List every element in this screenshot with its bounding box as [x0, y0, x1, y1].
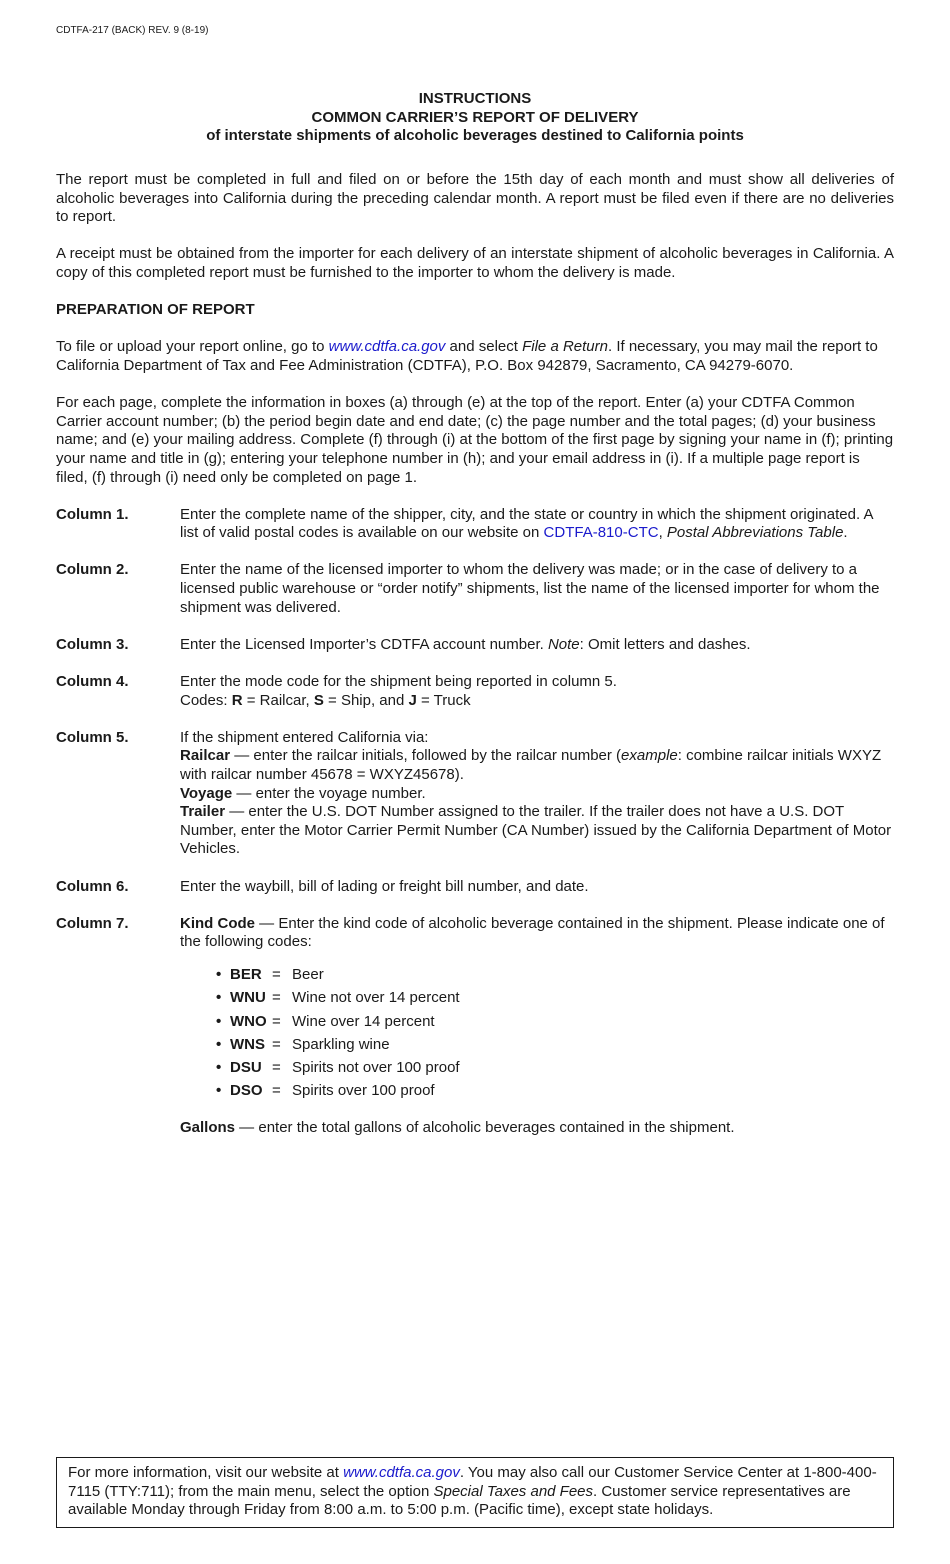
- menu-option-name: Special Taxes and Fees: [433, 1482, 594, 1500]
- column-text: [180, 506, 894, 543]
- railcar-text: — enter the railcar initials, followed by the railcar number (: [230, 747, 622, 765]
- code-r: R: [231, 691, 243, 709]
- column-3-text: : Omit letters and dashes.: [579, 635, 751, 653]
- mode-codes-line: [180, 692, 894, 711]
- kind-code: DSO: [230, 1082, 263, 1100]
- kind-code-description: Wine over 14 percent: [292, 1012, 435, 1030]
- preparation-paragraph-2: For each page, complete the information in boxes (a) through (e) at the top of the report. Enter (a) your CDTFA Common Carrier account number; (b) the period begin date and end date; (c) the page number and the total pages; (d) your business name; and (e) your mailing address. Complete (f) through (i) at the bottom of the first page by signing your name in (f); printing your name and title in (g); entering your telephone number in (h); and your email address in (i). If a multiple page report is filed, (f) through (i) need only be completed on page 1.: [56, 394, 894, 486]
- kind-code-description: Spirits over 100 proof: [292, 1082, 435, 1100]
- column-label: Column 2.: [56, 561, 129, 579]
- list-item: [216, 1080, 894, 1103]
- footer-website-link[interactable]: www.cdtfa.ca.gov: [343, 1464, 460, 1481]
- column-4-instruction: [56, 673, 894, 710]
- trailer-text: — enter the U.S. DOT Number assigned to the trailer. If the trailer does not have a U.S. DOT Number, enter the Motor Carrier Permit Number (CA Number) issued by the California Department of Motor Vehicles.: [180, 803, 892, 858]
- intro-paragraph-1: The report must be completed in full and filed on or before the 15th day of each month and must show all deliveries of alcoholic beverages into California during the preceding calendar month. A report must be filed even if there are no deliveries to report.: [56, 171, 894, 226]
- code-s-text: = Ship, and: [323, 691, 409, 709]
- kind-code-description: Sparkling wine: [292, 1035, 390, 1053]
- section-heading-preparation: PREPARATION OF REPORT: [56, 301, 255, 319]
- note-label: Note: [547, 635, 580, 653]
- trailer-instruction: [180, 803, 894, 859]
- contact-info-box: [56, 1457, 894, 1528]
- column-1-text: .: [843, 524, 848, 542]
- bullet-icon: •: [216, 966, 222, 984]
- column-text: [180, 915, 894, 1138]
- equals-sign: =: [272, 966, 281, 984]
- column-2-instruction: [56, 561, 894, 617]
- file-a-return-text: File a Return: [522, 338, 608, 356]
- column-text: Enter the name of the licensed importer to whom the delivery was made; or in the case of delivery to a licensed public warehouse or “order notify” shipments, list the name of the licensed importer for whom the shipment was delivered.: [180, 561, 880, 616]
- kind-code: DSU: [230, 1058, 262, 1076]
- bullet-icon: •: [216, 989, 222, 1007]
- trailer-label: Trailer: [180, 803, 226, 821]
- kind-code-instruction: [180, 915, 894, 952]
- kind-code-description: Wine not over 14 percent: [292, 989, 460, 1007]
- code-s: S: [313, 691, 324, 709]
- title-line-instructions: INSTRUCTIONS: [418, 90, 532, 107]
- equals-sign: =: [272, 1035, 281, 1053]
- website-link[interactable]: www.cdtfa.ca.gov: [328, 338, 446, 356]
- list-item: [216, 987, 894, 1010]
- gallons-label: Gallons: [180, 1119, 236, 1137]
- column-3-text: Enter the Licensed Importer’s CDTFA account number.: [180, 635, 548, 653]
- prep-text: To file or upload your report online, go to: [56, 338, 329, 356]
- document-title: [56, 90, 894, 146]
- column-text: [180, 636, 894, 655]
- footer-text: For more information, visit our website at: [68, 1464, 344, 1481]
- bullet-icon: •: [216, 1035, 222, 1053]
- column-text: [180, 729, 894, 859]
- railcar-instruction: [180, 747, 894, 784]
- postal-codes-link[interactable]: CDTFA-810-CTC: [543, 524, 659, 542]
- column-label: Column 1.: [56, 505, 129, 523]
- code-j-text: = Truck: [416, 691, 471, 709]
- list-item: [216, 1034, 894, 1057]
- list-item: [216, 1057, 894, 1080]
- column-label: Column 3.: [56, 635, 129, 653]
- kind-code: WNU: [230, 989, 266, 1007]
- title-line-subtitle: of interstate shipments of alcoholic beverages destined to California points: [206, 127, 744, 145]
- railcar-text: : combine railcar initials WXYZ with railcar number 45678 = WXYZ45678).: [180, 747, 882, 783]
- code-j: J: [408, 691, 417, 709]
- footer-text: . Customer service representatives are available Monday through Friday from 8:00 a.m. to 5:00 p.m. (Pacific time), except state holidays.: [68, 1482, 851, 1519]
- kind-code: BER: [230, 966, 262, 984]
- kind-code-text: — Enter the kind code of alcoholic beverage contained in the shipment. Please indicate one of the following codes:: [180, 914, 885, 951]
- codes-prefix: Codes:: [180, 691, 232, 709]
- column-1-instruction: [56, 506, 894, 543]
- list-item: [216, 964, 894, 987]
- footer-text: . You may also call our Customer Service Center at 1-800-400-7115 (TTY:711); from the main menu, select the option: [68, 1464, 877, 1500]
- gallons-instruction: [180, 1119, 894, 1138]
- column-text: [180, 673, 894, 710]
- column-6-instruction: [56, 878, 894, 897]
- example-label: example: [621, 747, 678, 765]
- bullet-icon: •: [216, 1082, 222, 1100]
- column-text: Enter the waybill, bill of lading or freight bill number, and date.: [180, 877, 589, 895]
- equals-sign: =: [272, 1058, 281, 1076]
- column-label: Column 5.: [56, 728, 129, 746]
- bullet-icon: •: [216, 1012, 222, 1030]
- intro-paragraph-2: A receipt must be obtained from the importer for each delivery of an interstate shipment of alcoholic beverages in California. A copy of this completed report must be furnished to the importer to whom the delivery is made.: [56, 245, 894, 281]
- prep-text: and select: [445, 338, 523, 356]
- kind-code: WNO: [230, 1012, 267, 1030]
- railcar-label: Railcar: [180, 747, 231, 765]
- column-4-line: Enter the mode code for the shipment being reported in column 5.: [180, 673, 617, 691]
- list-item: [216, 1010, 894, 1033]
- column-label: Column 4.: [56, 673, 129, 691]
- kind-code-label: Kind Code: [180, 914, 255, 932]
- column-5-intro: If the shipment entered California via:: [180, 728, 429, 746]
- equals-sign: =: [272, 1012, 281, 1030]
- kind-code-description: Beer: [292, 966, 324, 984]
- prep-text: . If necessary, you may mail the report to California Department of Tax and Fee Administration (CDTFA), P.O. Box 942879, Sacramento, CA 94279-6070.: [56, 338, 878, 374]
- equals-sign: =: [272, 1082, 281, 1100]
- column-3-instruction: [56, 636, 894, 655]
- voyage-label: Voyage: [180, 784, 233, 802]
- column-7-instruction: [56, 915, 894, 1138]
- column-1-text: Enter the complete name of the shipper, city, and the state or country in which the shipment originated. A list of valid postal codes is available on our website on: [180, 505, 873, 542]
- voyage-instruction: [180, 785, 894, 804]
- gallons-text: — enter the total gallons of alcoholic beverages contained in the shipment.: [235, 1119, 735, 1137]
- column-1-text: ,: [658, 524, 667, 542]
- postal-table-title: Postal Abbreviations Table: [666, 524, 844, 542]
- kind-code-description: Spirits not over 100 proof: [292, 1058, 460, 1076]
- preparation-paragraph-1: [56, 338, 894, 375]
- kind-code: WNS: [230, 1035, 265, 1053]
- instructions-body: [56, 171, 894, 1156]
- bullet-icon: •: [216, 1058, 222, 1076]
- equals-sign: =: [272, 989, 281, 1007]
- voyage-text: — enter the voyage number.: [232, 784, 426, 802]
- column-label: Column 6.: [56, 877, 129, 895]
- column-label: Column 7.: [56, 914, 129, 932]
- column-5-instruction: [56, 729, 894, 859]
- title-line-report-name: COMMON CARRIER’S REPORT OF DELIVERY: [311, 108, 639, 126]
- code-r-text: = Railcar,: [242, 691, 314, 709]
- form-id: CDTFA-217 (BACK) REV. 9 (8-19): [56, 25, 209, 36]
- kind-code-list: [180, 964, 894, 1103]
